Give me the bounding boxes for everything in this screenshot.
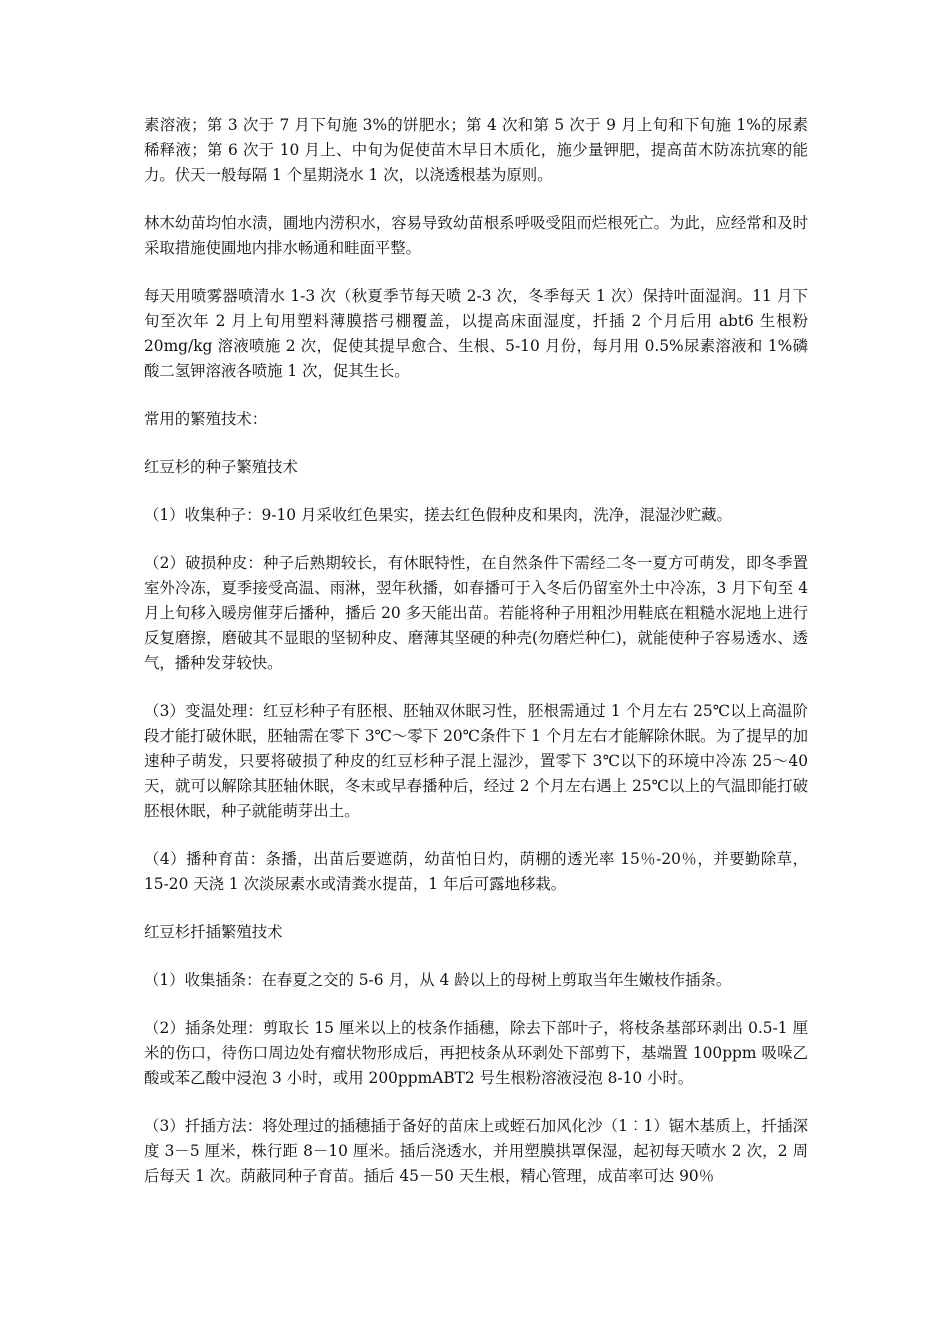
- paragraph-cutting-treatment: （2）插条处理：剪取长 15 厘米以上的枝条作插穗，除去下部叶子，将枝条基部环剥出 0.5-1 厘米的伤口，待伤口周边处有瘤状物形成后，再把枝条从环剥处下部剪下，基端置 100ppm 吸哚乙酸或苯乙酸中浸泡 3 小时，或用 200ppmABT2 号生根粉溶液浸泡 8-10 小时。: [144, 1019, 808, 1087]
- heading-cutting-propagation: 红豆杉扦插繁殖技术: [144, 923, 283, 941]
- document-body: [144, 113, 808, 1212]
- paragraph-temperature-treatment: （3）变温处理：红豆杉种子有胚根、胚轴双休眠习性，胚根需通过 1 个月左右 25℃以上高温阶段才能打破休眠，胚轴需在零下 3℃～零下 20℃条件下 1 个月左右才能解除休眠。为了提早的加速种子萌发，只要将破损了种皮的红豆杉种子混上湿沙，置零下 3℃以下的环境中冷冻 25～40 天，就可以解除其胚轴休眠，冬末或早春播种后，经过 2 个月左右遇上 25℃以上的气温即能打破胚根休眠，种子就能萌芽出土。: [144, 702, 808, 820]
- paragraph-seed-collection: （1）收集种子：9-10 月采收红色果实，搓去红色假种皮和果肉，洗净，混湿沙贮藏。: [144, 506, 732, 524]
- paragraph-seed-coat-breaking: （2）破损种皮：种子后熟期较长，有休眠特性，在自然条件下需经二冬一夏方可萌发，即冬季置室外冷冻，夏季接受高温、雨淋，翌年秋播，如春播可于入冬后仍留室外土中冷冻，3 月下旬至 4 月上旬移入暖房催芽后播种，播后 20 多天能出苗。若能将种子用粗沙用鞋底在粗糙水泥地上进行反复磨擦，磨破其不显眼的坚韧种皮、磨薄其坚硬的种壳(勿磨烂种仁)，就能使种子容易透水、透气，播种发芽较快。: [144, 554, 808, 672]
- paragraph-sowing-seedlings: （4）播种育苗：条播，出苗后要遮荫，幼苗怕日灼，荫棚的透光率 15％-20％，并要勤除草，15-20 天浇 1 次淡尿素水或清粪水提苗，1 年后可露地移栽。: [144, 850, 808, 893]
- paragraph-cutting-method: （3）扦插方法：将处理过的插穗插于备好的苗床上或蛭石加风化沙（1︰1）锯木基质上，扦插深度 3－5 厘米，株行距 8－10 厘米。插后浇透水，并用塑膜拱罩保湿，起初每天喷水 2 次，2 周后每天 1 次。荫蔽同种子育苗。插后 45－50 天生根，精心管理，成苗率可达 90％: [144, 1117, 808, 1185]
- paragraph-fertilizer-schedule: 素溶液；第 3 次于 7 月下旬施 3%的饼肥水；第 4 次和第 5 次于 9 月上旬和下旬施 1%的尿素稀释液；第 6 次于 10 月上、中旬为促使苗木早日木质化，施少量钾肥，提高苗木防冻抗寒的能力。伏天一般每隔 1 个星期浇水 1 次，以浇透根基为原则。: [144, 116, 808, 184]
- paragraph-cutting-collection: （1）收集插条：在春夏之交的 5-6 月，从 4 龄以上的母树上剪取当年生嫩枝作插条。: [144, 971, 732, 989]
- heading-propagation-techniques: 常用的繁殖技术：: [144, 410, 268, 428]
- heading-seed-propagation: 红豆杉的种子繁殖技术: [144, 458, 298, 476]
- paragraph-waterlogging: 林木幼苗均怕水渍，圃地内涝积水，容易导致幼苗根系呼吸受阻而烂根死亡。为此，应经常和及时采取措施使圃地内排水畅通和畦面平整。: [144, 214, 808, 257]
- paragraph-spraying: 每天用喷雾器喷清水 1-3 次（秋夏季节每天喷 2-3 次，冬季每天 1 次）保持叶面湿润。11 月下旬至次年 2 月上旬用塑料薄膜搭弓棚覆盖，以提高床面湿度，扦插 2 个月后用 abt6 生根粉 20mg/kg 溶液喷施 2 次，促使其提早愈合、生根、5-10 月份，每月用 0.5%尿素溶液和 1%磷酸二氢钾溶液各喷施 1 次，促其生长。: [144, 287, 808, 380]
